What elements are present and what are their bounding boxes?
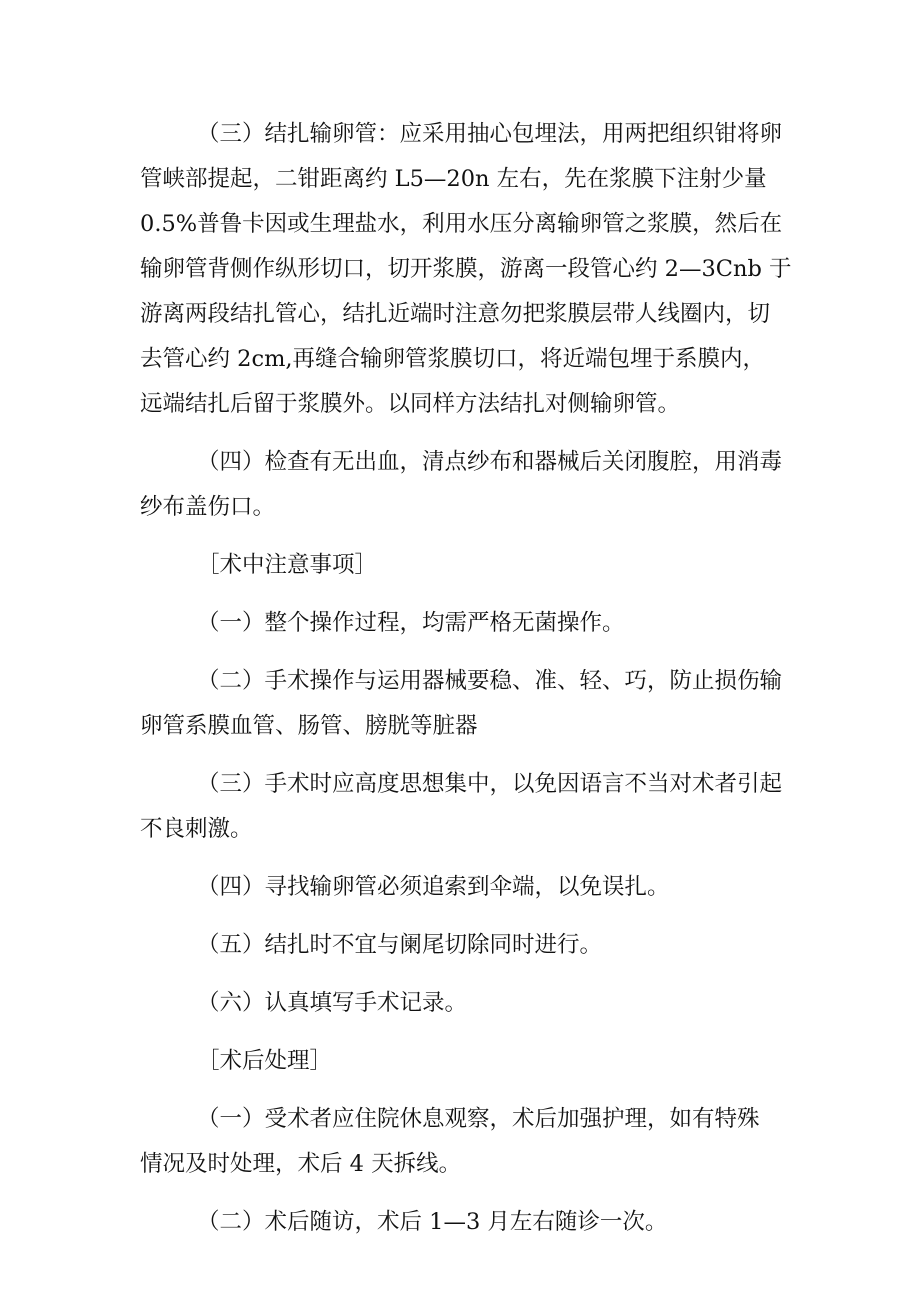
text-line: （五）结扎时不宜与阑尾切除同时进行。: [197, 932, 603, 958]
text-line: （二）手术操作与运用器械要稳、准、轻、巧，防止损伤输: [197, 668, 783, 694]
paragraph-aseptic: [140, 601, 790, 646]
text-line: （四）检查有无出血，清点纱布和器械后关闭腹腔，用消毒: [197, 449, 783, 475]
text-line: 去管心约 2cm,再缝合输卵管浆膜切口，将近端包埋于系膜内，: [140, 346, 766, 372]
paragraph-hospital-observation: [140, 1097, 790, 1187]
paragraph-close-abdomen: [140, 440, 790, 530]
text-line: 不良刺激。: [140, 816, 253, 842]
paragraph-ligation-method: [140, 112, 790, 427]
text-line: 远端结扎后留于浆膜外。以同样方法结扎对侧输卵管。: [140, 391, 681, 417]
text-line: 输卵管背侧作纵形切口，切开浆膜，游离一段管心约 2—3Cnb 于: [140, 256, 792, 282]
text-line: （二）术后随访，术后 1—3 月左右随诊一次。: [197, 1209, 668, 1235]
text-line: （一）整个操作过程，均需严格无菌操作。: [197, 610, 625, 636]
text-line: （一）受术者应住院休息观察，术后加强护理，如有特殊: [197, 1106, 760, 1132]
text-line: （三）手术时应高度思想集中，以免因语言不当对术者引起: [197, 771, 783, 797]
heading-text: ［术中注意事项］: [197, 552, 378, 578]
text-line: （三）结扎输卵管：应采用抽心包埋法，用两把组织钳将卵: [197, 121, 783, 147]
text-line: 卵管系膜血管、肠管、膀胱等脏器: [140, 713, 478, 739]
paragraph-follow-up: [140, 1200, 790, 1245]
text-line: 0.5%普鲁卡因或生理盐水，利用水压分离输卵管之浆膜，然后在: [140, 211, 783, 237]
text-line: 纱布盖伤口。: [140, 494, 276, 520]
section-heading-postop: [140, 1039, 790, 1084]
text-line: 游离两段结扎管心，结扎近端时注意勿把浆膜层带人线圈内，切: [140, 301, 771, 327]
text-line: 管峡部提起，二钳距离约 L5—20n 左右，先在浆膜下注射少量: [140, 166, 767, 192]
section-heading-intraop-notes: [140, 543, 790, 588]
paragraph-instrument-handling: [140, 659, 790, 749]
paragraph-no-appendectomy: [140, 923, 790, 968]
text-line: 情况及时处理，术后 4 天拆线。: [140, 1151, 462, 1177]
paragraph-record: [140, 981, 790, 1026]
paragraph-concentration: [140, 762, 790, 852]
text-line: （四）寻找输卵管必须追索到伞端，以免误扎。: [197, 874, 670, 900]
heading-text: ［术后处理］: [197, 1048, 333, 1074]
paragraph-find-fimbria: [140, 865, 790, 910]
text-line: （六）认真填写手术记录。: [197, 990, 468, 1016]
document-body: [140, 112, 790, 1258]
